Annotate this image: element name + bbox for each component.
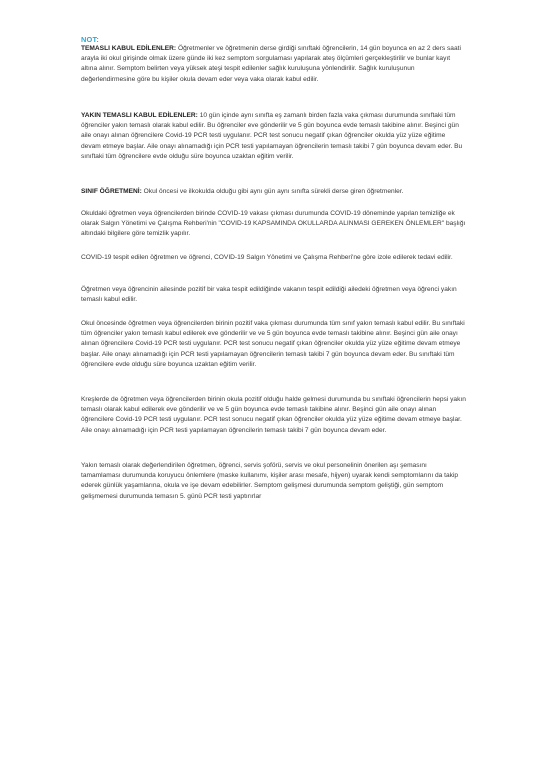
paragraph-text: Öğretmen veya öğrencinin ailesinde pozitif bir vaka tespit edildiğinde vakanın tespit edildiği ailedeki öğretmen veya öğrenci yakın temaslı kabul edilir. [81,286,457,304]
paragraph-asi [81,461,466,502]
paragraph-izolasyon [81,253,466,263]
paragraph-okul-oncesi [81,319,466,370]
paragraph-heading: YAKIN TEMASLI KABUL EDİLENLER: [81,112,198,119]
paragraph-yakin-temasli [81,111,466,162]
paragraph-temasli [81,44,466,85]
paragraph-text: Yakın temaslı olarak değerlendirilen öğretmen, öğrenci, servis şoförü, servis ve okul personelinin önerilen aşı şemasını tamamlaması durumunda koruyucu önlemlere (maske kullanımı, kişiler arası mesafe, hijyen) uyarak kendi semptomlarını da takip ederek günlük yaşamlarına, okula ve işe devam edebilirler. Semptom gelişmesi durumunda semptom geliştiği, gün semptom gelişmemesi durumunda temasın 5. günü PCR testi yaptırırlar [81,462,459,500]
paragraph-text: Kreşlerde de öğretmen veya öğrencilerden birinin okula pozitif olduğu halde gelmesi durumunda bu sınıftaki öğrencilerin hepsi yakın temaslı olarak kabul edilerek eve gönderilir ve ve 5 gün boyunca evde temaslı takibine alınır. Beşinci gün aile onayı alınan öğrencilere Covid-19 PCR testi uygulanır. PCR test sonucu negatif çıkan öğrenciler okulda yüz yüze eğitime devam etmeye başlar. Aile onayı alınamadığı için PCR testi yapılamayan öğrencilerin temaslı takibi 7 gün boyunca devam eder. [81,396,466,434]
paragraph-text: Okul öncesi ve ilkokulda olduğu gibi aynı gün aynı sınıfta sürekli derse giren öğretmenler. [141,188,404,195]
paragraph-text: COVID-19 tespit edilen öğretmen ve öğrenci, COVID-19 Salgın Yönetimi ve Çalışma Rehberi'ne göre izole edilerek tedavi edilir. [81,254,453,261]
paragraph-text: Okuldaki öğretmen veya öğrencilerden birinde COVID-19 vakası çıkması durumunda COVID-19 döneminde yapılan temizliğe ek olarak Salgın Yönetimi ve Çalışma Rehberi'nin "COVID-19 KAPSAMINDA OKULLARDA ALINMASI GEREKEN ÖNLEMLER" başlığı altındaki bilgilere göre temizlik yapılır. [81,210,466,238]
paragraph-text: Öğretmenler ve öğretmenin derse girdiği sınıftaki öğrencilerin, 14 gün boyunca en az 2 ders saati arayla iki okul girişinde olmak üzere günde iki kez semptom sorgulaması yapılarak ateş ölçümleri gerçekleştirilir ve bunlar kayıt altına alınır. Semptom belirten veya yüksek ateşi tespit edilenler sağlık kuruluşuna yönlendirilir. Sağlık kuruluşunun değerlendirmesine göre bu kişiler okula devam eder veya vaka olarak kabul edilir. [81,45,461,83]
paragraph-heading: TEMASLI KABUL EDİLENLER: [81,45,177,52]
paragraph-kresler [81,395,466,436]
paragraph-sinif-ogretmeni [81,187,466,197]
paragraph-heading: SINIF ÖĞRETMENİ: [81,188,142,195]
paragraph-text: 10 gün içinde aynı sınıfta eş zamanlı birden fazla vaka çıkması durumunda sınıftaki tüm öğrenciler yakın temaslı olarak kabul edilir. Bu öğrenciler eve gönderilir ve 5 gün boyunca evde temaslı takibine alınır. Beşinci gün aile onayı alınan öğrencilere Covid-19 PCR testi uygulanır. PCR test sonucu negatif çıkan öğrenciler okulda yüz yüze eğitime devam etmeye başlar. Aile onayı alınamadığı için PCR testi yapılamayan öğrencilerin temaslı takibi 7 gün boyunca devam eder. Bu sınıftaki tüm öğrencilere evde olduğu süre boyunca uzaktan eğitim verilir. [81,112,463,160]
paragraph-temizlik [81,209,466,240]
paragraph-aile-vaka [81,285,466,305]
note-label: NOT: [81,35,100,44]
paragraph-text: Okul öncesinde öğretmen veya öğrencilerden birinin pozitif vaka çıkması durumunda tüm sınıf yakın temaslı kabul edilir. Bu sınıftaki tüm öğrenciler yakın temaslı kabul edilerek eve gönderilir ve ve 5 gün boyunca evde temaslı takibine alınır. Beşinci gün aile onayı alınan öğrencilere Covid-19 PCR testi uygulanır. PCR test sonucu negatif çıkan öğrenciler okulda yüz yüze eğitime devam etmeye başlar. Aile onayı alınamadığı için PCR testi yapılamayan öğrencilerin temaslı takibi 7 gün boyunca devam eder. Bu sınıftaki tüm öğrencilere evde olduğu süre boyunca uzaktan eğitim verilir. [81,320,465,368]
